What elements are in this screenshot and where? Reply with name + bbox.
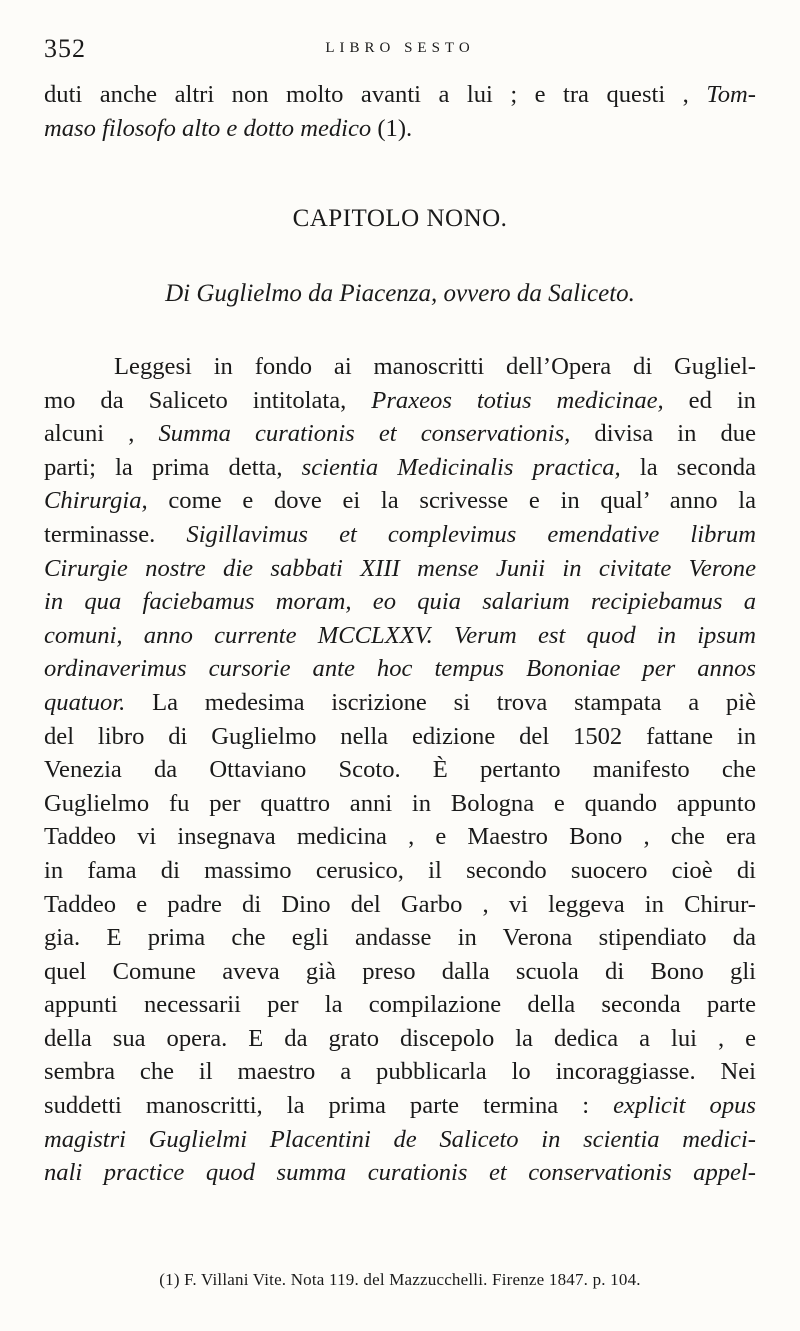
text-line: Chirurgia, come e dove ei la scrivesse e in qual’ anno la bbox=[44, 487, 756, 515]
text-line: appunti necessarii per la compilazione della seconda parte bbox=[44, 991, 756, 1019]
page-header bbox=[44, 34, 756, 64]
text-line: Taddeo vi insegnava medicina , e Maestro Bono , che era bbox=[44, 823, 756, 851]
page-number: 352 bbox=[44, 34, 86, 63]
text-line: ordinaverimus cursorie ante hoc tempus Bononiae per annos bbox=[44, 655, 756, 683]
main-paragraph bbox=[44, 350, 756, 1190]
text-line: quatuor. La medesima iscrizione si trova stampata a piè bbox=[44, 688, 756, 716]
text-line: della sua opera. E da grato discepolo la dedica a lui , e bbox=[44, 1024, 756, 1052]
text-line: suddetti manoscritti, la prima parte termina : explicit opus bbox=[44, 1092, 756, 1120]
intro-text bbox=[44, 78, 756, 145]
text-line: gia. E prima che egli andasse in Verona stipendiato da bbox=[44, 924, 756, 952]
text-line: maso filosofo alto e dotto medico (1). bbox=[44, 114, 413, 142]
running-head: LIBRO SESTO bbox=[325, 40, 475, 56]
text-line: in fama di massimo cerusico, il secondo suocero cioè di bbox=[44, 856, 756, 884]
footnote: (1) F. Villani Vite. Nota 119. del Mazzucchelli. Firenze 1847. p. 104. bbox=[159, 1270, 641, 1289]
text-line: alcuni , Summa curationis et conservationis, divisa in due bbox=[44, 420, 757, 448]
text-line: Cirurgie nostre die sabbati XIII mense Junii in civitate Verone bbox=[44, 554, 756, 582]
text-line: Venezia da Ottaviano Scoto. È pertanto manifesto che bbox=[44, 756, 756, 784]
text-line: sembra che il maestro a pubblicarla lo incoraggiasse. Nei bbox=[44, 1058, 756, 1086]
text-line: del libro di Guglielmo nella edizione del 1502 fattane in bbox=[44, 722, 756, 750]
text-line: parti; la prima detta, scientia Medicinalis practica, la seconda bbox=[44, 453, 757, 481]
text-line: comuni, anno currente MCCLXXV. Verum est quod in ipsum bbox=[44, 621, 756, 649]
text-line: terminasse. Sigillavimus et complevimus emendative librum bbox=[44, 520, 756, 548]
text-line: quel Comune aveva già preso dalla scuola di Bono gli bbox=[44, 957, 756, 985]
text-line: nali practice quod summa curationis et conservationis appel- bbox=[44, 1159, 756, 1187]
text-line: mo da Saliceto intitolata, Praxeos totius medicinae, ed in bbox=[44, 386, 756, 414]
text-line: Leggesi in fondo ai manoscritti dell’Opera di Gugliel- bbox=[114, 353, 756, 380]
text-line: duti anche altri non molto avanti a lui ; e tra questi , Tom- bbox=[44, 81, 756, 108]
text-line: Guglielmo fu per quattro anni in Bologna e quando appunto bbox=[44, 789, 756, 817]
text-line: in qua faciebamus moram, eo quia salarium recipiebamus a bbox=[44, 588, 756, 616]
chapter-title: CAPITOLO NONO. bbox=[292, 205, 508, 232]
text-line: magistri Guglielmi Placentini de Saliceto in scientia medici- bbox=[44, 1125, 756, 1153]
text-line: Taddeo e padre di Dino del Garbo , vi leggeva in Chirur- bbox=[44, 890, 756, 918]
chapter-subtitle: Di Guglielmo da Piacenza, ovvero da Saliceto. bbox=[165, 280, 635, 307]
